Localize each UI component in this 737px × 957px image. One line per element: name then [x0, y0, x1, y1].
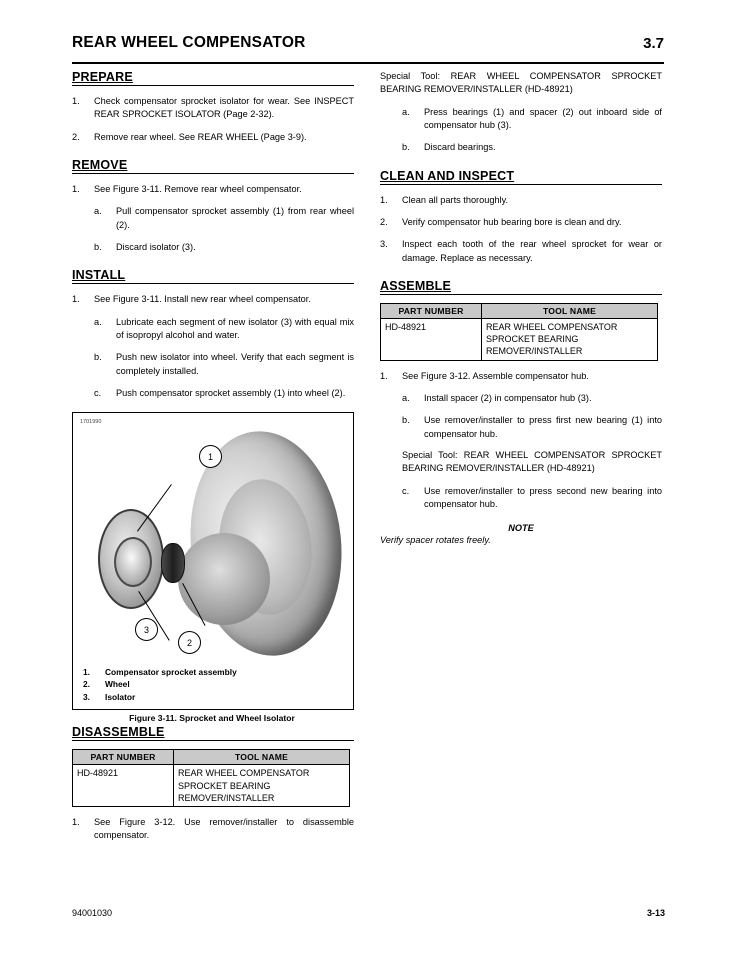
list-marker: b. — [94, 242, 102, 253]
column-header-tool-name: TOOL NAME — [174, 750, 350, 765]
legend-number: 3. — [83, 691, 90, 702]
list-text: Discard isolator (3). — [116, 242, 196, 253]
legend-label: Compensator sprocket assembly — [105, 666, 237, 677]
list-marker: 1. — [380, 194, 388, 205]
hub-illustration — [178, 533, 270, 625]
section-number: 3.7 — [643, 35, 664, 52]
footer-document-number: 94001030 — [72, 908, 113, 918]
list-marker: a. — [402, 106, 410, 117]
table-header-row — [73, 750, 350, 765]
page-title: REAR WHEEL COMPENSATOR — [72, 34, 306, 51]
list-text: Pull compensator sprocket assembly (1) from rear wheel (2). — [116, 206, 354, 230]
header-divider — [72, 62, 664, 64]
list-text: Push new isolator into wheel. Verify that each segment is completely installed. — [116, 352, 354, 376]
section-heading-prepare: PREPARE — [72, 70, 354, 86]
list-text: Lubricate each segment of new isolator (3) with equal mix of isopropyl alcohol and water. — [116, 316, 354, 341]
cell-part-number: HD-48921 — [73, 765, 174, 806]
list-marker: 1. — [72, 96, 80, 106]
list-text: Verify compensator hub bearing bore is clean and dry. — [402, 217, 622, 228]
sub-list-item — [94, 205, 354, 232]
disassemble-tool-table — [72, 749, 350, 806]
list-marker: 1. — [380, 370, 388, 381]
list-marker: a. — [402, 392, 410, 403]
section-heading-remove: REMOVE — [72, 158, 354, 174]
right-column — [380, 70, 662, 545]
footer-page-number: 3-13 — [646, 908, 665, 918]
section-heading-assemble: ASSEMBLE — [380, 279, 662, 295]
sub-list-item — [402, 106, 662, 133]
legend-number: 2. — [83, 679, 90, 690]
sub-list-item — [94, 351, 354, 378]
special-tool-note-assemble: Special Tool: REAR WHEEL COMPENSATOR SPROCKET BEARING REMOVER/INSTALLER (HD-48921) — [402, 449, 662, 474]
isolator-illustration — [161, 543, 185, 583]
section-heading-install: INSTALL — [72, 268, 354, 284]
figure-legend — [83, 666, 237, 704]
list-marker: a. — [94, 206, 102, 217]
list-item — [72, 95, 354, 122]
sub-list-item — [402, 485, 662, 512]
list-text: See Figure 3-11. Remove rear wheel compensator. — [94, 184, 302, 195]
figure-id: 1701990 — [80, 419, 102, 426]
list-marker: b. — [402, 415, 410, 426]
list-text: See Figure 3-12. Assemble compensator hub. — [402, 370, 589, 381]
list-text: Press bearings (1) and spacer (2) out inboard side of compensator hub (3). — [424, 106, 662, 131]
list-text: Check compensator sprocket isolator for wear. See INSPECT REAR SPROCKET ISOLATOR (Page 2-32). — [94, 96, 354, 120]
list-item — [72, 293, 354, 306]
list-text: Discard bearings. — [424, 142, 496, 153]
sub-list-item — [94, 387, 354, 400]
list-text: Push compensator sprocket assembly (1) into wheel (2). — [116, 388, 346, 399]
cell-part-number: HD-48921 — [381, 319, 482, 360]
list-text: Remove rear wheel. See REAR WHEEL (Page 3-9). — [94, 131, 307, 142]
legend-row — [83, 666, 237, 679]
list-marker: c. — [94, 388, 102, 399]
list-text: Inspect each tooth of the rear wheel sprocket for wear or damage. Replace as necessary. — [402, 239, 662, 263]
list-marker: b. — [402, 142, 410, 153]
list-marker: 2. — [380, 217, 388, 228]
cell-tool-name: REAR WHEEL COMPENSATOR SPROCKET BEARING REMOVER/INSTALLER — [482, 319, 658, 360]
legend-label: Wheel — [105, 679, 130, 690]
list-item — [72, 816, 354, 843]
column-header-part-number: PART NUMBER — [381, 304, 482, 319]
special-tool-note-disassemble: Special Tool: REAR WHEEL COMPENSATOR SPROCKET BEARING REMOVER/INSTALLER (HD-48921) — [380, 71, 662, 95]
assemble-tool-table — [380, 303, 658, 360]
list-marker: 3. — [380, 239, 388, 250]
list-marker: 1. — [72, 816, 80, 827]
column-header-part-number: PART NUMBER — [73, 750, 174, 765]
legend-row — [83, 691, 237, 704]
list-marker: 1. — [72, 184, 80, 195]
list-text: See Figure 3-12. Use remover/installer to disassemble compensator. — [94, 816, 354, 841]
list-text: Clean all parts thoroughly. — [402, 194, 509, 205]
list-text: Use remover/installer to press first new bearing (1) into compensator hub. — [424, 415, 662, 439]
callout-2: 2 — [178, 631, 201, 654]
note-text: Verify spacer rotates freely. — [380, 535, 491, 546]
sub-list-item — [402, 141, 662, 154]
legend-row — [83, 678, 237, 691]
list-text: Use remover/installer to press second new bearing into compensator hub. — [424, 485, 662, 509]
sub-list-item — [402, 414, 662, 441]
left-column — [72, 70, 354, 843]
sub-list-item — [94, 316, 354, 343]
list-marker: 2. — [72, 131, 80, 142]
list-marker: b. — [94, 352, 102, 363]
sub-list-item — [402, 392, 662, 405]
list-item — [380, 216, 662, 229]
section-heading-clean-and-inspect: CLEAN AND INSPECT — [380, 169, 662, 185]
list-item — [72, 183, 354, 196]
list-text: Install spacer (2) in compensator hub (3). — [424, 392, 592, 403]
callout-3: 3 — [135, 618, 158, 641]
list-item — [380, 370, 662, 383]
cell-tool-name: REAR WHEEL COMPENSATOR SPROCKET BEARING REMOVER/INSTALLER — [174, 765, 350, 806]
list-marker: c. — [402, 485, 410, 496]
sprocket-illustration — [98, 509, 164, 609]
table-row — [73, 765, 350, 806]
table-row — [381, 319, 658, 360]
page-header — [72, 34, 664, 52]
column-header-tool-name: TOOL NAME — [482, 304, 658, 319]
figure-sprocket-and-wheel-isolator — [72, 412, 354, 710]
legend-label: Isolator — [105, 691, 136, 702]
list-item — [380, 238, 662, 265]
section-heading-disassemble: DISASSEMBLE — [72, 725, 354, 741]
list-item — [72, 131, 354, 144]
figure-caption: Figure 3-11. Sprocket and Wheel Isolator — [129, 713, 295, 724]
table-header-row — [381, 304, 658, 319]
sub-list-item — [94, 241, 354, 254]
note-heading: NOTE — [508, 523, 534, 534]
list-text: See Figure 3-11. Install new rear wheel compensator. — [94, 294, 311, 305]
callout-1: 1 — [199, 445, 222, 468]
list-item — [380, 194, 662, 207]
list-marker: 1. — [72, 294, 80, 305]
list-marker: a. — [94, 316, 102, 327]
legend-number: 1. — [83, 666, 90, 677]
